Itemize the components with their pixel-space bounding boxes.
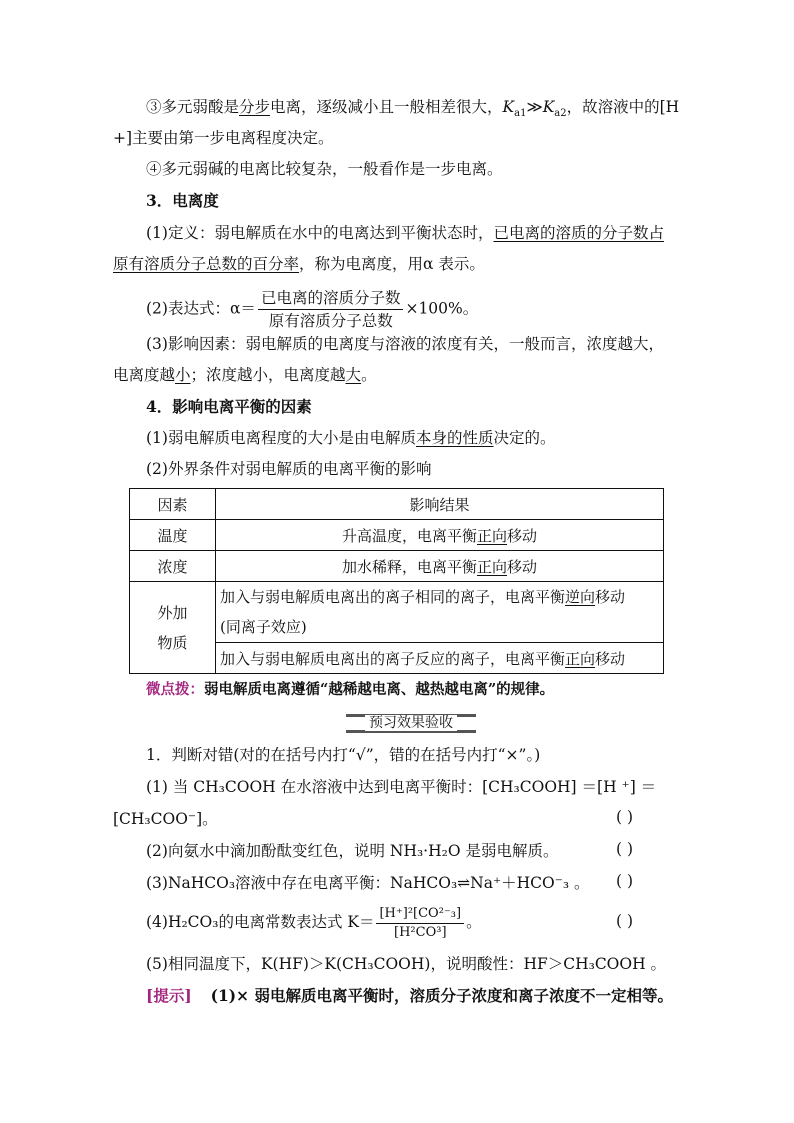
equilibrium-constant-fraction (376, 906, 464, 941)
factor-cell: 浓度 (130, 551, 216, 582)
table-row (130, 582, 664, 643)
result-cell (216, 643, 664, 674)
fraction-denominator: [H²CO³] (394, 924, 447, 940)
result-cell (216, 582, 664, 643)
text: ③多元弱酸是 (146, 98, 240, 116)
text: 升高温度，电离平衡 (341, 526, 477, 545)
external-line: (2)外界条件对弱电解质的电离平衡的影响 (146, 460, 432, 478)
ionization-fraction (258, 288, 404, 331)
table-header-cell: 因素 (130, 489, 216, 520)
text: (1)定义：弱电解质在水中的电离达到平衡状态时， (146, 224, 494, 242)
text: 加入与弱电解质电离出的离子相同的离子，电离平衡 (220, 588, 566, 606)
factors-line: (3)影响因素：弱电解质的电离度与溶液的浓度有关，一般而言，浓度越大， (146, 335, 664, 353)
quiz-heading: 1．判断对错(对的在括号内打“√”，错的在括号内打“×”。) (146, 746, 541, 764)
factors-line-cont (113, 364, 377, 386)
hint-text: (1)× 弱电解质电离平衡时，溶质分子浓度和离子浓度不一定相等。 (210, 986, 673, 1005)
text: 移动 (507, 557, 538, 576)
quiz-item-5: (5)相同温度下，K(HF)＞K(CH₃COOH)，说明酸性：HF＞CH₃COOH 。 (146, 955, 667, 973)
underlined-answer: 本身的性质 (415, 429, 494, 447)
tip-line (146, 679, 554, 701)
answer-blank[interactable]: ( ) (616, 808, 634, 826)
text: 移动 (595, 588, 626, 606)
text: 。 (466, 913, 482, 931)
table-row (130, 551, 664, 582)
factor-cell: 外加 物质 (130, 582, 216, 674)
definition-line (146, 222, 664, 244)
text: 移动 (507, 526, 538, 545)
text: (2)表达式：α＝ (146, 299, 256, 318)
quiz-item-1: (1) 当 CH₃COOH 在水溶液中达到电离平衡时：[CH₃COOH] ＝[H ⁺] ＝ (146, 778, 657, 796)
effects-table (129, 488, 664, 674)
table-row (130, 520, 664, 551)
ka2-symbol: K (542, 98, 555, 116)
text: 加水稀释，电离平衡 (341, 557, 477, 576)
underlined-answer: 分步 (239, 98, 271, 116)
fraction-numerator: 已电离的溶质分子数 (258, 288, 404, 310)
text: 。 (361, 366, 377, 384)
definition-line-cont (113, 253, 485, 275)
table-header-cell: 影响结果 (216, 489, 664, 520)
polybase-item: ④多元弱碱的电离比较复杂，一般看作是一步电离。 (146, 160, 503, 178)
hint-line (146, 985, 673, 1007)
section-banner (346, 713, 476, 733)
factor-cell: 温度 (130, 520, 216, 551)
section4-heading: 4．影响电离平衡的因素 (146, 397, 312, 416)
table-header-row (130, 489, 664, 520)
fraction-denominator: 原有溶质分子总数 (268, 312, 393, 330)
quiz-item-2: (2)向氨水中滴加酚酞变红色，说明 NH₃·H₂O 是弱电解质。 (146, 842, 559, 860)
quiz-item-3: (3)NaHCO₃溶液中存在电离平衡：NaHCO₃⇌Na⁺＋HCO⁻₃ 。 (146, 874, 590, 892)
text: 电离，逐级减小且一般相差很大， (270, 98, 503, 116)
underlined-answer: 已电离的溶质的分子数占 (493, 224, 664, 242)
polyacid-item-cont: +]主要由第一步电离程度决定。 (113, 129, 334, 147)
text: 移动 (595, 649, 626, 668)
text: 电离度越 (113, 366, 176, 384)
intrinsic-line (146, 427, 556, 449)
text: ；浓度越小，电离度越 (190, 366, 346, 384)
underlined-answer: 逆向 (565, 588, 596, 606)
polyacid-item (146, 96, 679, 125)
quiz-item-1-cont: [CH₃COO⁻]。 (113, 810, 218, 828)
text: ，故溶液中的[H (566, 98, 680, 116)
underlined-answer: 大 (345, 366, 362, 384)
quiz-item-4 (146, 900, 482, 944)
text: (1)弱电解质电离程度的大小是由电解质 (146, 429, 416, 447)
underlined-answer: 正向 (476, 526, 507, 545)
answer-blank[interactable]: ( ) (616, 912, 634, 930)
underlined-answer: 原有溶质分子总数的百分率 (113, 255, 300, 273)
fraction-numerator: [H⁺]²[CO²⁻₃] (376, 906, 464, 924)
ka1-subscript: a1 (514, 108, 527, 120)
answer-blank[interactable]: ( ) (616, 872, 634, 890)
underlined-answer: 小 (175, 366, 191, 384)
section3-heading: 3．电离度 (146, 191, 219, 210)
tip-label: 微点拨： (146, 681, 204, 698)
underlined-answer: 正向 (565, 649, 596, 668)
text: (同离子效应) (220, 618, 307, 636)
text: ×100%。 (405, 299, 479, 318)
result-cell (216, 551, 664, 582)
tip-text: 弱电解质电离遵循“越稀越电离、越热越电离”的规律。 (204, 681, 555, 698)
much-greater-sign: ≫ (526, 98, 543, 116)
text: (4)H₂CO₃的电离常数表达式 K＝ (146, 913, 375, 931)
ka1-symbol: K (502, 98, 515, 116)
text: ，称为电离度，用α 表示。 (299, 255, 485, 273)
answer-blank[interactable]: ( ) (616, 840, 634, 858)
text: 加入与弱电解质电离出的离子反应的离子，电离平衡 (220, 649, 566, 668)
expression-line (146, 288, 478, 331)
text: 决定的。 (493, 429, 556, 447)
result-cell (216, 520, 664, 551)
banner-title: 预习效果验收 (365, 715, 457, 731)
hint-label: [提示] (146, 986, 192, 1005)
underlined-answer: 正向 (476, 557, 507, 576)
ka2-subscript: a2 (554, 108, 567, 120)
